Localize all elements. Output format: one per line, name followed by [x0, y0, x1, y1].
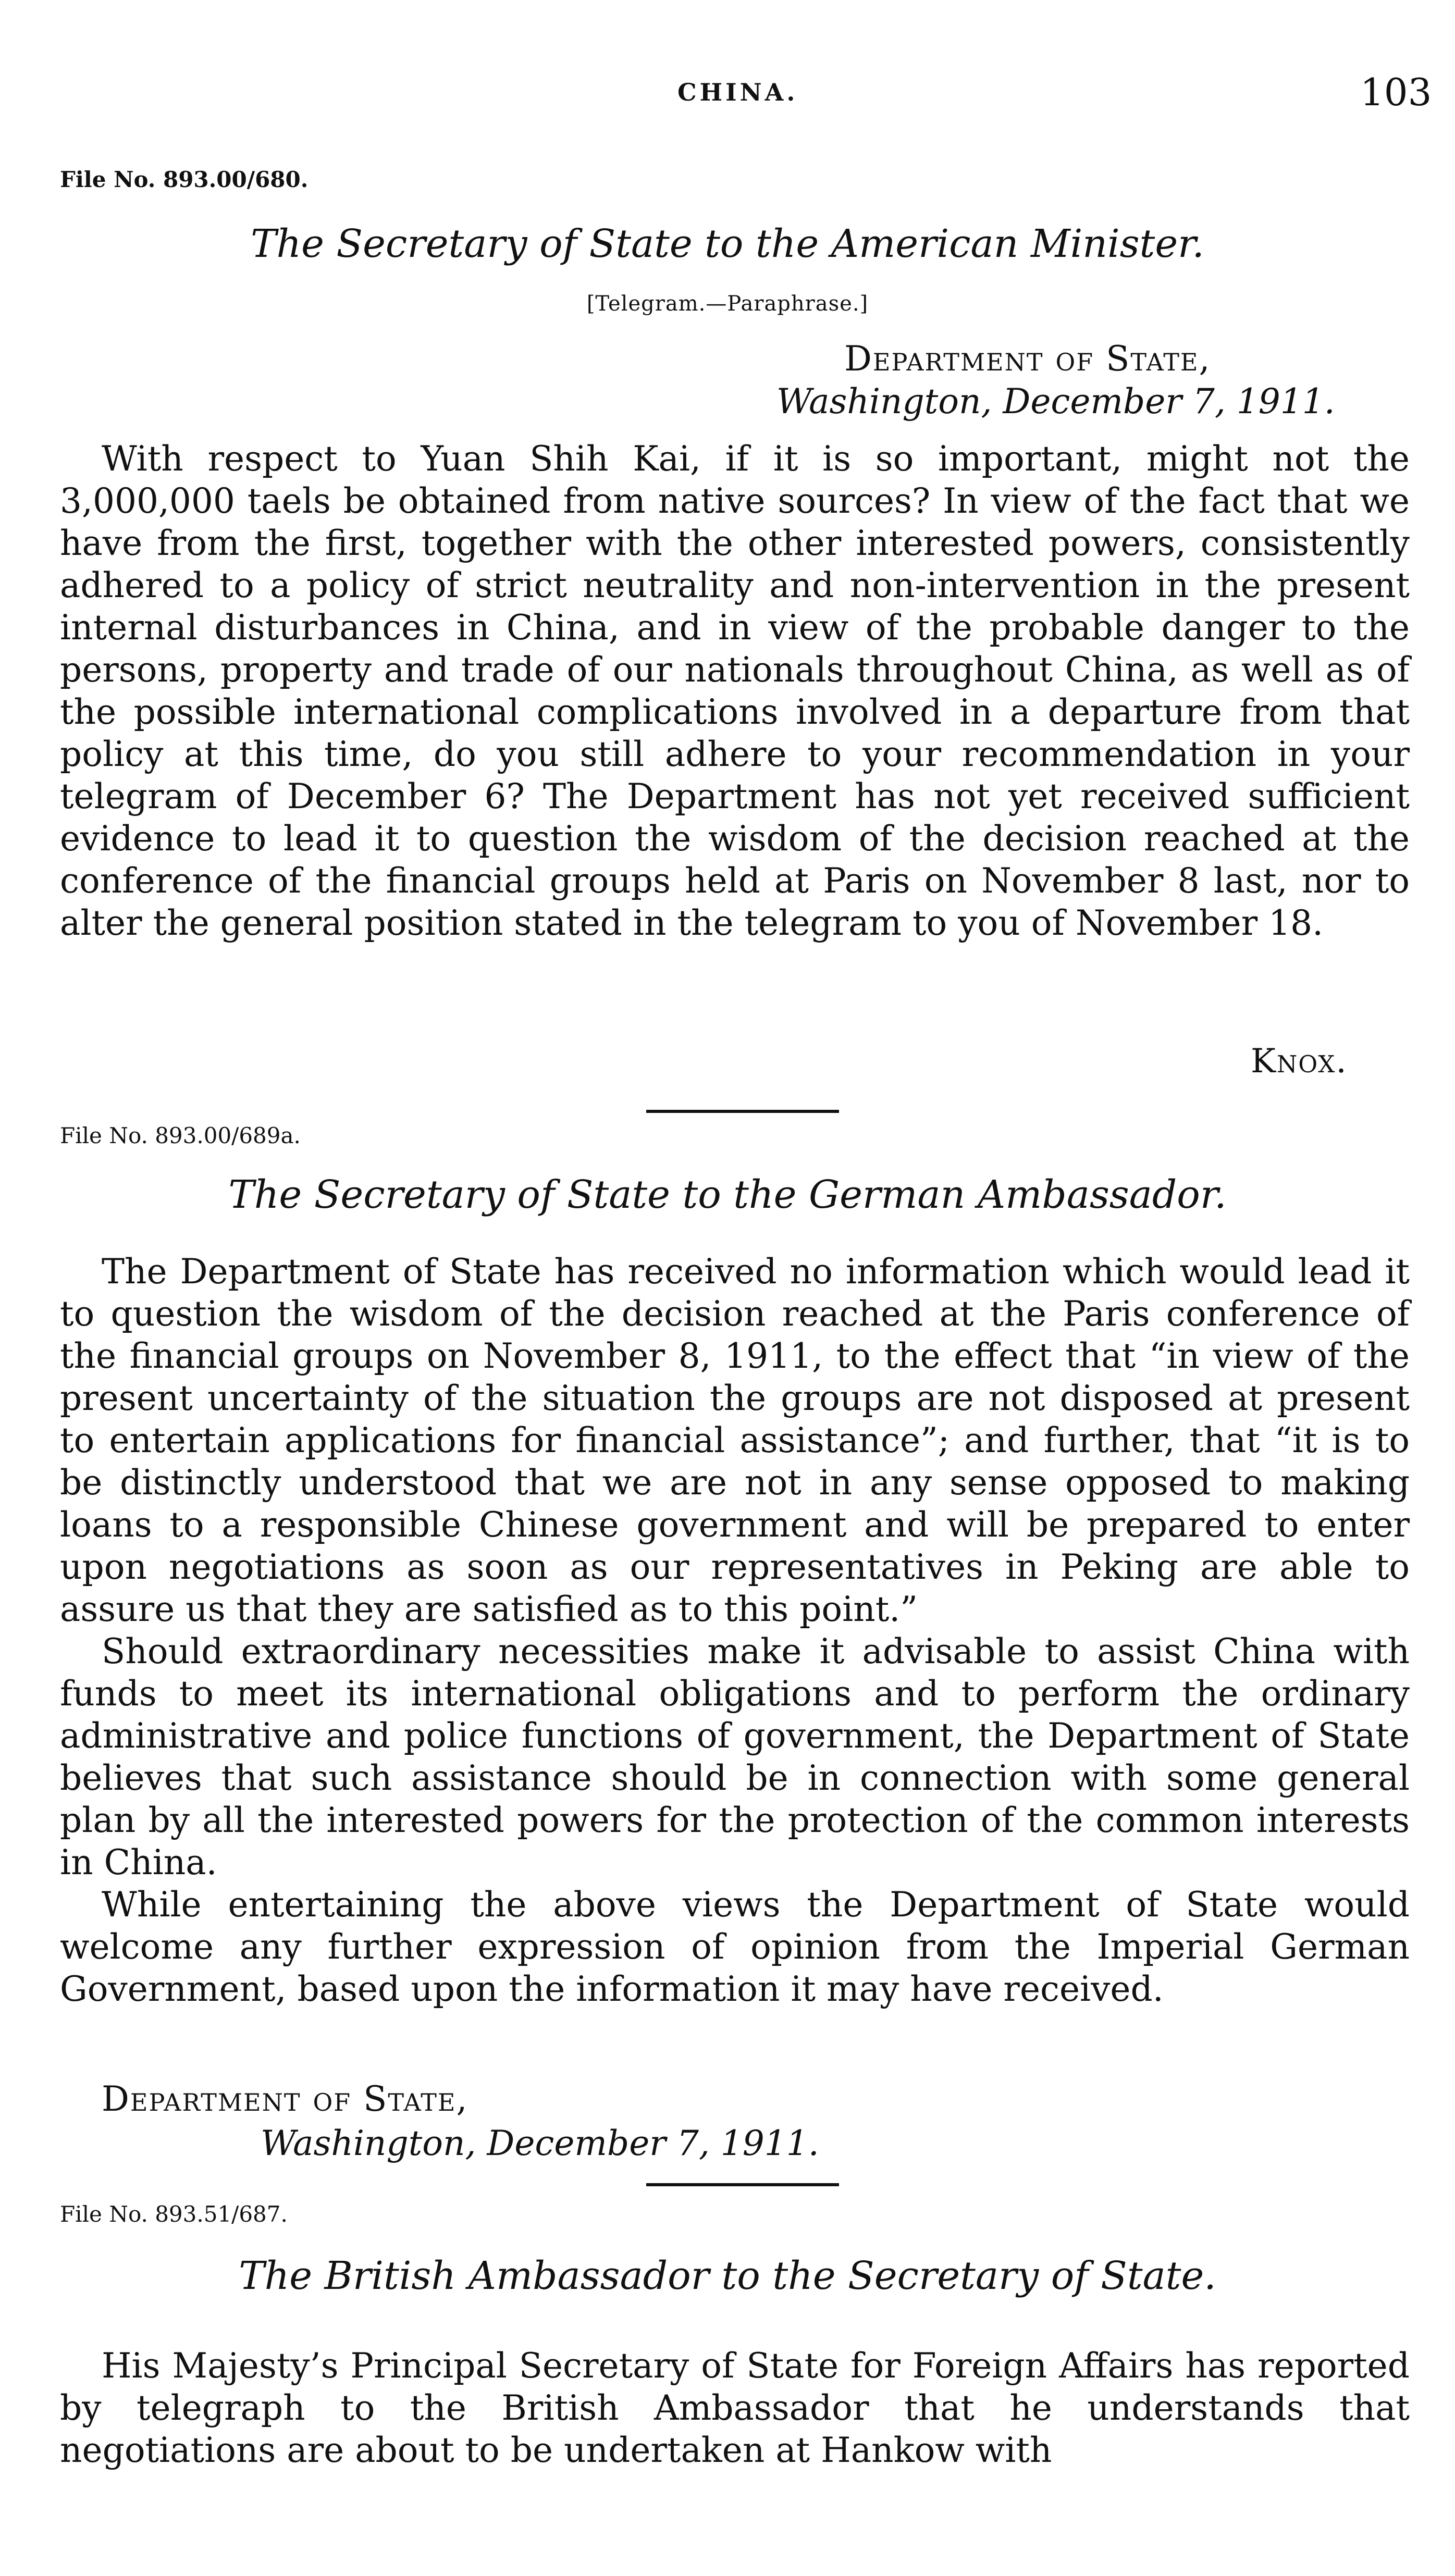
dateline-2: Washington, December 7, 1911.	[261, 2123, 819, 2163]
heading-3: The British Ambassador to the Secretary of State.	[239, 2253, 1216, 2298]
section-divider	[646, 2183, 839, 2186]
paragraph: With respect to Yuan Shih Kai, if it is so important, might not the 3,000,000 taels be obtained from native sources? In view of the fact that we have from the first, together with the other interested powers, consistently adhered to a policy of strict neutrality and non-intervention in the present internal disturbances in China, and in view of the probable danger to the persons, property and trade of our nationals throughout China, as well as of the possible international complications involved in a departure from that policy at this time, do you still adhere to your recommendation in your telegram of December 6? The Department has not yet received sufficient evidence to lead it to question the wisdom of the decision reached at the conference of the financial groups held at Paris on November 8 last, nor to alter the general position stated in the telegram to you of November 18.	[60, 439, 1410, 943]
body-doc1	[60, 438, 1410, 944]
body-doc2	[60, 1250, 1410, 2010]
file-number-3: File No. 893.51/687.	[60, 2201, 288, 2227]
signature-knox: Knox.	[1251, 1042, 1348, 1081]
dept-of-state-2: Department of State,	[102, 2079, 468, 2119]
paragraph: The Department of State has received no information which would lead it to question the wisdom of the decision reached at the Paris conference of the financial groups on November 8, 1911, to the effect that “in view of the present uncertainty of the situation the groups are not disposed at present to entertain applications for financial assistance”; and further, that “it is to be distinctly understood that we are not in any sense opposed to making loans to a responsible Chinese government and will be prepared to enter upon negotiations as soon as our representatives in Peking are able to assure us that they are satisfied as to this point.”	[60, 1252, 1410, 1629]
body-doc3	[60, 2345, 1410, 2471]
paragraph: His Majesty’s Principal Secretary of State for Foreign Affairs has reported by telegraph to the British Ambassador that he understands that negotiations are about to be undertaken at Hankow with	[60, 2346, 1410, 2470]
dept-of-state-1: Department of State,	[844, 339, 1211, 379]
dateline-1: Washington, December 7, 1911.	[776, 381, 1335, 422]
paragraph: Should extraordinary necessities make it advisable to assist China with funds to meet its international obligations and to perform the ordinary administrative and police functions of government, the Department of State believes that such assistance should be in connection with some general plan by all the interested powers for the protection of the common interests in China.	[60, 1631, 1410, 1883]
subhead-telegram-paraphrase: [Telegram.—Paraphrase.]	[586, 292, 869, 316]
page-number: 103	[1360, 70, 1432, 114]
heading-2: The Secretary of State to the German Ambassador.	[228, 1172, 1227, 1217]
file-number-2: File No. 893.00/689a.	[60, 1123, 301, 1148]
section-divider	[646, 1110, 839, 1113]
paragraph: While entertaining the above views the Department of State would welcome any further expression of opinion from the Imperial German Government, based upon the information it may have received.	[60, 1885, 1410, 2009]
running-header-title: CHINA.	[677, 78, 798, 106]
file-number-1: File No. 893.00/680.	[60, 167, 309, 192]
heading-1: The Secretary of State to the American Minister.	[251, 221, 1204, 266]
